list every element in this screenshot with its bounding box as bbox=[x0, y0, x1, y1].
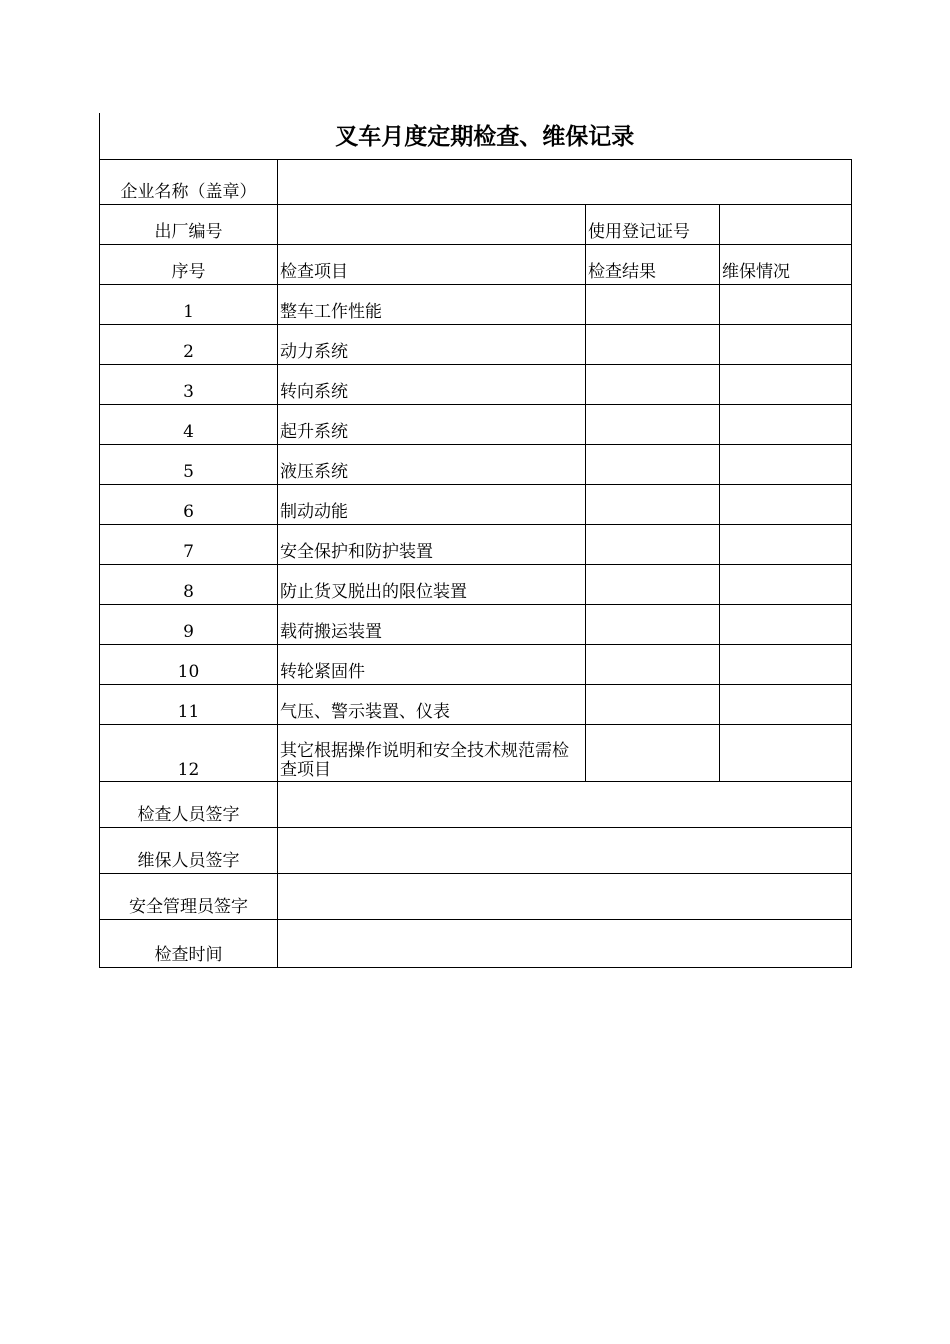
row-maintenance-field[interactable] bbox=[720, 725, 852, 782]
row-no: 8 bbox=[100, 565, 278, 605]
company-name-label: 企业名称（盖章） bbox=[100, 160, 278, 205]
row-no: 7 bbox=[100, 525, 278, 565]
row-item: 制动动能 bbox=[278, 485, 586, 525]
row-item: 其它根据操作说明和安全技术规范需检查项目 bbox=[278, 725, 586, 782]
table-row bbox=[100, 525, 852, 565]
inspector-signature-field[interactable] bbox=[278, 782, 852, 828]
header-item: 检查项目 bbox=[278, 245, 586, 285]
row-maintenance-field[interactable] bbox=[720, 685, 852, 725]
row-no: 4 bbox=[100, 405, 278, 445]
row-item: 转轮紧固件 bbox=[278, 645, 586, 685]
table-row bbox=[100, 285, 852, 325]
row-no: 2 bbox=[100, 325, 278, 365]
row-maintenance-field[interactable] bbox=[720, 485, 852, 525]
table-row bbox=[100, 445, 852, 485]
row-result-field[interactable] bbox=[586, 285, 720, 325]
table-row bbox=[100, 565, 852, 605]
table-row bbox=[100, 365, 852, 405]
row-result-field[interactable] bbox=[586, 325, 720, 365]
inspector-signature-label: 检查人员签字 bbox=[100, 782, 278, 828]
safety-manager-signature-field[interactable] bbox=[278, 874, 852, 920]
registration-number-label: 使用登记证号 bbox=[586, 205, 720, 245]
row-maintenance-field[interactable] bbox=[720, 605, 852, 645]
page-title: 叉车月度定期检查、维保记录 bbox=[100, 113, 852, 160]
serial-number-label: 出厂编号 bbox=[100, 205, 278, 245]
row-item: 载荷搬运装置 bbox=[278, 605, 586, 645]
table-row bbox=[100, 405, 852, 445]
row-result-field[interactable] bbox=[586, 645, 720, 685]
row-maintenance-field[interactable] bbox=[720, 285, 852, 325]
row-no: 9 bbox=[100, 605, 278, 645]
inspection-table bbox=[99, 113, 852, 968]
row-result-field[interactable] bbox=[586, 445, 720, 485]
row-maintenance-field[interactable] bbox=[720, 445, 852, 485]
row-result-field[interactable] bbox=[586, 685, 720, 725]
header-result: 检查结果 bbox=[586, 245, 720, 285]
row-item: 动力系统 bbox=[278, 325, 586, 365]
row-no: 12 bbox=[100, 725, 278, 782]
table-row bbox=[100, 725, 852, 782]
serial-number-field[interactable] bbox=[278, 205, 586, 245]
table-row bbox=[100, 485, 852, 525]
registration-number-field[interactable] bbox=[720, 205, 852, 245]
maintainer-signature-label: 维保人员签字 bbox=[100, 828, 278, 874]
table-row bbox=[100, 645, 852, 685]
row-maintenance-field[interactable] bbox=[720, 325, 852, 365]
table-row bbox=[100, 605, 852, 645]
row-item: 防止货叉脱出的限位装置 bbox=[278, 565, 586, 605]
row-maintenance-field[interactable] bbox=[720, 405, 852, 445]
row-item: 液压系统 bbox=[278, 445, 586, 485]
row-result-field[interactable] bbox=[586, 605, 720, 645]
header-no: 序号 bbox=[100, 245, 278, 285]
header-maintenance: 维保情况 bbox=[720, 245, 852, 285]
row-maintenance-field[interactable] bbox=[720, 645, 852, 685]
maintainer-signature-field[interactable] bbox=[278, 828, 852, 874]
row-result-field[interactable] bbox=[586, 525, 720, 565]
row-result-field[interactable] bbox=[586, 405, 720, 445]
table-row bbox=[100, 325, 852, 365]
row-result-field[interactable] bbox=[586, 725, 720, 782]
row-result-field[interactable] bbox=[586, 365, 720, 405]
row-no: 3 bbox=[100, 365, 278, 405]
row-result-field[interactable] bbox=[586, 565, 720, 605]
row-item: 起升系统 bbox=[278, 405, 586, 445]
row-maintenance-field[interactable] bbox=[720, 565, 852, 605]
row-no: 1 bbox=[100, 285, 278, 325]
row-item: 转向系统 bbox=[278, 365, 586, 405]
row-maintenance-field[interactable] bbox=[720, 525, 852, 565]
row-no: 10 bbox=[100, 645, 278, 685]
row-no: 11 bbox=[100, 685, 278, 725]
row-item: 安全保护和防护装置 bbox=[278, 525, 586, 565]
safety-manager-signature-label: 安全管理员签字 bbox=[100, 874, 278, 920]
row-result-field[interactable] bbox=[586, 485, 720, 525]
inspection-time-field[interactable] bbox=[278, 920, 852, 968]
row-item: 整车工作性能 bbox=[278, 285, 586, 325]
table-row bbox=[100, 685, 852, 725]
row-no: 5 bbox=[100, 445, 278, 485]
company-name-field[interactable] bbox=[278, 160, 852, 205]
record-sheet bbox=[99, 113, 851, 968]
row-maintenance-field[interactable] bbox=[720, 365, 852, 405]
row-item: 气压、警示装置、仪表 bbox=[278, 685, 586, 725]
row-no: 6 bbox=[100, 485, 278, 525]
inspection-time-label: 检查时间 bbox=[100, 920, 278, 968]
